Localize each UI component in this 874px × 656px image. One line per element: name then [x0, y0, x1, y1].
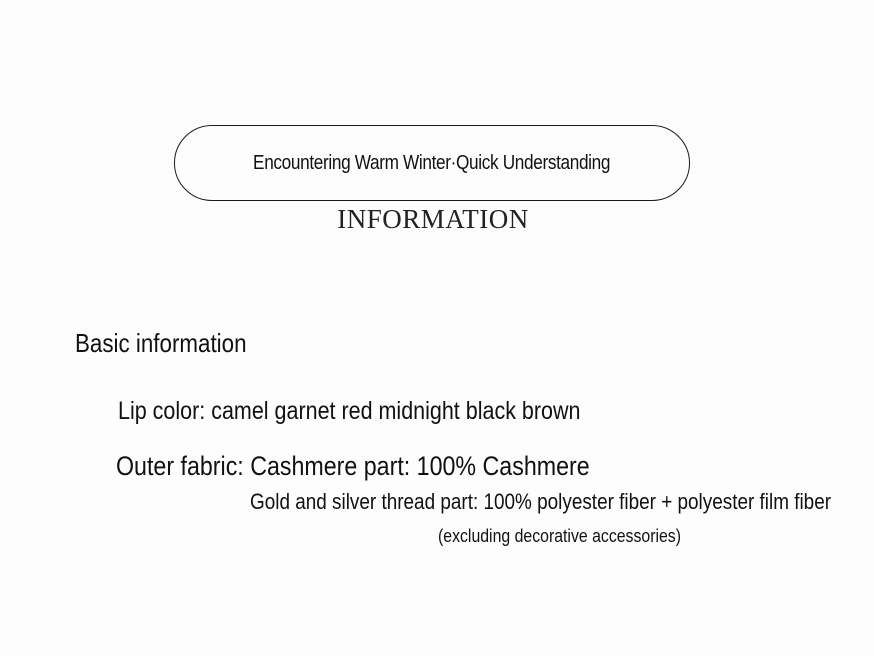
exclusion-note: (excluding decorative accessories) [438, 526, 682, 546]
information-heading: INFORMATION [337, 204, 529, 234]
banner-text: Encountering Warm Winter·Quick Understanding [253, 151, 611, 174]
lip-color-line: Lip color: camel garnet red midnight black brown [118, 397, 581, 425]
header-banner [174, 125, 690, 201]
outer-fabric-line: Outer fabric: Cashmere part: 100% Cashmere [116, 451, 590, 481]
basic-information-title: Basic information [75, 328, 247, 358]
gold-silver-thread-line: Gold and silver thread part: 100% polyester fiber + polyester film fiber [250, 489, 832, 514]
